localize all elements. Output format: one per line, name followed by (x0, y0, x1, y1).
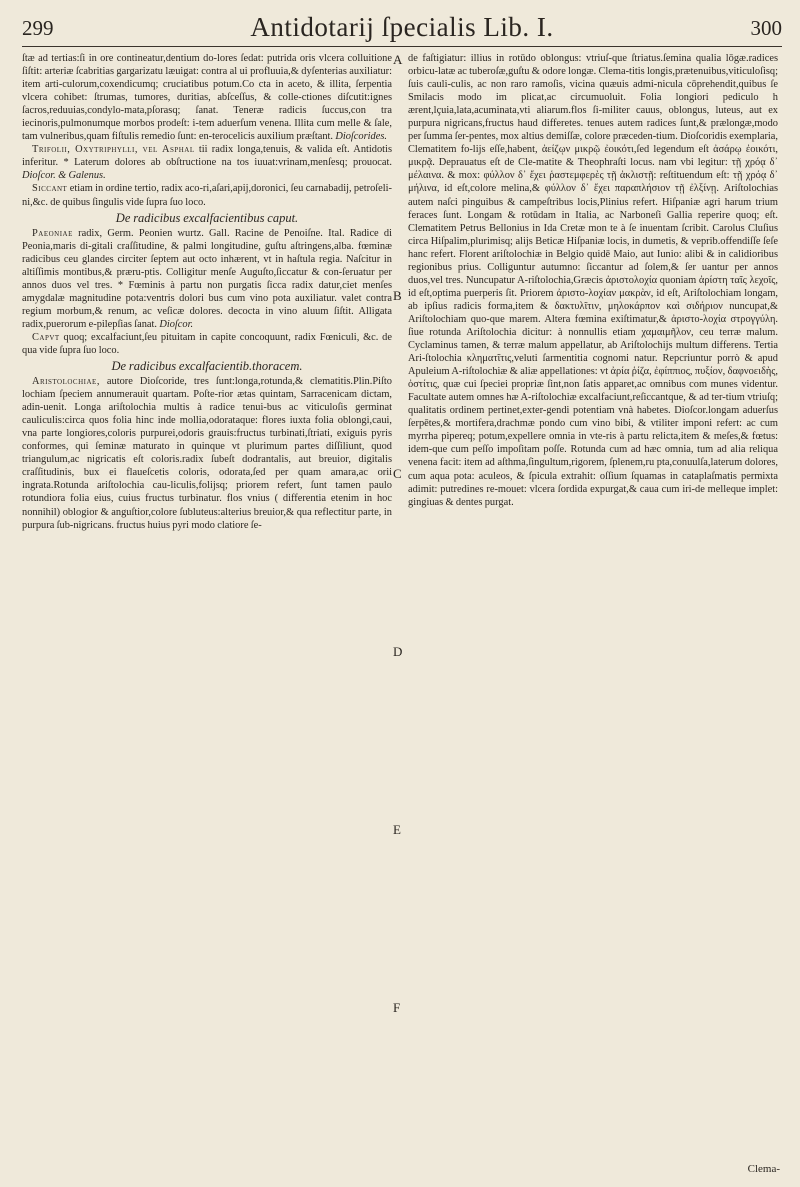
citation: Dioſcor. (159, 318, 194, 330)
lead-words: Siccant (32, 183, 68, 195)
running-title: Antidotarij ſpecialis Lib. I. (250, 12, 554, 42)
paragraph: Siccant etiam in ordine tertio, radix aco-ri,aſari,apij,doronici, ſeu carnabadij, petroſeli-ni,&c. de quibus ſingulis vide ſupra ſuo loco. (22, 183, 392, 208)
lead-words: Aristolochiae, (32, 376, 100, 388)
section-heading: De radicibus excalfacientib.thoracem. (111, 359, 303, 374)
lead-words: Paeoniae (32, 227, 73, 239)
margin-letter: C (393, 466, 402, 481)
citation: Dioſcor. & Galenus. (22, 170, 106, 182)
page-number-right: 300 (750, 16, 782, 40)
running-header (22, 12, 782, 46)
catchword: Clema- (747, 1163, 780, 1175)
paragraph: ſtæ ad tertias:ſi in ore contineatur,dentium do-lores ſedat: putrida oris vlcera colluitione ſiſtit: arteriæ ſcabritias gargarizatu læuigat: contra al ui profluuia,& dyſenterias auxiliatur: item arti-culorum,coxendicumq; cruciatibus potum.Co cta in aceto, & illita, ſerpentia vlcera cohibet: ſtrumas, tumores, duritias, abſceſſus, & colle-ctiones diſcutit:ignes ſacros,reduuias,condylo-mata,pſorasq; ſanat. Teneræ radicis ſuccus,con tra iecinoris,pulmonumque morbos prodeſt: i-tem aduerſum venena. Illita cum melle & ſale, tam vulneribus,quam fiſtulis remedio ſunt: en-terocelicis auxilium præſtant. Dioſcorides. (22, 53, 392, 143)
margin-letter: D (393, 644, 403, 659)
paragraph: de faſtigiatur: illius in rotūdo oblongus: vtriuſ-que ſtriatus.ſemina qualia lōgæ.radices orbicu-latæ ac tuberoſæ,guſtu & odore longæ. Clema-titis longis,prætenuibus,viticuloſisq; ſuis cauli-culis, ac non raro ramoſis, vicina quæuis admi-nicula cōprehendit,quibus ſe Smilacis modo im plicat,ac circumuoluit. Folia longiori pediculo h ærent,lçuia,lata,acuminata,vti aliarum.flos ſi-militer cauus, oblongus, luteus, aut ex purpura nigricans,fructus haud differetes. tenues autem radices ſunt,& prælongæ,modo per ſumma ſer-pentes, mox altius demiſſæ, colore præceden-tium. Dioſcoridis exemplaria, Clematitem fo-lijs eſſe,habent, ἀείζῳν μικρῷ ἐοικότι,ſed legendum eſt ἀσάρῳ ἐοικότι, μικρᾷ. Deprauatus eſt de Cle-matite & Theophraſti locus. nam vbi legitur: τῇ χρόᾳ δ᾽ μέλαινα. & mox: φύλλον δ᾽ ἔχει ῥαστεμφερὲς τῇ ἀκλιστῇ: reſtituendum eſt: τῇ χρόᾳ δ᾽ μήλινα, id eſt,colore melina,& φύλλον δ᾽ ἔχει παραπλήσιον τῇ ἐλξίνῃ. Ariſtolochias autem naſci pinguibus & campeſtribus locis,Plinius refert. Hiſpaniæ agri harum trium feraces ſunt. Longam & rotūdam in Italia, ac Narboneſi Gallia reperire quoq; eſt. Clematitem Petrus Bellonius in Ida Cretæ mon te à ſe inuentam ſcribit. Carolus Cluſius circa Hiſpalim,plurimisq; alijs Beticæ Hiſpaniæ locis, in dumetis, & veprib.offendiſſe ſeſe hanc refert. Florent ariſtolochiæ in Belgio quidē Maio, aut Iunio: alibi & in calidioribus regionibus prius. Colliguntur autumno: ſiccantur ad ſolem,& ſer uantur per annos duos,vel tres. Nuncupatur A-riſtolochia,Græcis ἀριστολοχία quoniam ἀρίστη ταῖς λεχοῖς, id eſt,optima puerperis ſit. Priorem ἀριστο-λοχίαν μακρὰν, id eſt, Ariſtolochiam longam, ab ipſius radicis forma,item & δακτυλῖτιν, μηλοκάρπον καὶ σιδήριον nuncupat,& Ariſtolochiam quo-que marem. Altera fœmina exiſtimatur,& ἀριστο-λοχία στρογγύλη. ſiue rotunda Ariſtolochia dicitur: à nonnullis etiam χαμαιμῆλον, ceu terræ malum. Cyclaminus tamen, & terræ malum appellatur, ab Ariſtolochijs multum differens. Tertia Ari-ſtolochia κληματῖτις,veluti ſarmentitia cognomi natur. Repcriuntur porrò & apud Apuleium A-riſtolochiæ & aliæ appellationes: vt ἀρία ῥίζα, ἐφίππιος, πυξίον, δαφνοειδὴς, ὀστίτις, quæ cui ſpeciei propriæ ſint,non ſatis apparet,ac omnibus com munes videntur. Facultate autem omnes hæ A-riſtolochiæ excalfaciunt,reſiccantque, & ad ter-tium vtriuſq; qualitatis ordinem pertinet,exter-gendi potentiam vnà habetes. Dioſcor.longam aduerſus ſerpētes,& mortifera,drachmæ pondo cum vino bibi, & vtiliter imponi refert: ac cum myrrha pipereq; potum,expellere omnia in vte-ris à partu relicta,item & meſes,& fœtus: idem-que cum peſſo impoſitam poſſe. Rotunda cum ad hæc omnia, tum ad alia reliqua venena facit: item ad aſthma,ſingultum,rigorem, ſplenem,ru pta,conuulſa,laterum dolores, cum aqua pota: aculeos, & ſpicula extrahit: oſſium ſquamas in cataplaſmatis permixta adimit: putredines re-mouet: vlcera ſordida expurgat,& caua cum iri-de melleque implet: gingiuas & dentes purgat. (408, 53, 778, 508)
paragraph: Trifolii, Oxytriphylli, vel Asphal tii radix longa,tenuis, & valida eſt. Antidotis inferitur. * Laterum dolores ab obſtructione na tos iuuat:vrinam,menſesq; prouocat. Dioſcor. & Galenus. (22, 144, 392, 182)
margin-letter: E (393, 822, 401, 837)
lead-words: Trifolii, Oxytriphylli, vel Asphal (32, 144, 195, 156)
margin-letter: F (393, 1000, 401, 1015)
paragraph: Aristolochiae, autore Dioſcoride, tres ſunt:longa,rotunda,& clematitis.Plin.Piſto lochiam ſpeciem annumerauit quartam. Poſte-rior ætas quintam, Sarracenicam dictam, adin-uenit. Longa ariſtolochia multis à radice tenui-bus ac viticuloſis germinat cauliculis:circa quos folia hinc inde mollia,odorataque: flores iuxta folia oblongi,caui, vna parte longiores,coloris purpurei,odoris grauis:fructus turbinati,ſtriati, exiguis pyris conformes, qui ſeminæ maturato in quinque vt plurimum partes diſſiliunt, quod triangulum,ac nigricatis eſt coloris.radix ſubeſt dodrantalis, aut breuior, digitalis craſſitudinis, bux ei flaueſcetis coloris, odorata,ſed per quam amara,ac orii ingrata.Rotunda ariſtolochia cau-liculis,folijsq; priorem refert, ſunt tamen paulo rotundiora folia eius, cuius fructus turbinatur. flos vnius ( differentia etenim in hoc nonnihil) oblogior & anguſtior,colore ſubluteus:alterius breuior,& qua reflectitur parte, in purpura ſub-nigricans. fructus huius pyri modo clatiore ſe- (22, 376, 392, 531)
section-heading: De radicibus excalfacientibus caput. (115, 210, 299, 225)
margin-letter: A (393, 52, 403, 67)
margin-letter: B (393, 288, 402, 303)
page-number-left: 299 (22, 16, 54, 40)
right-column (408, 52, 778, 509)
lead-words: Capvt (32, 331, 60, 343)
header-rule (22, 46, 782, 47)
left-column (22, 52, 392, 532)
paragraph: Capvt quoq; excalfaciunt,ſeu pituitam in capite concoquunt, radix Fœniculi, &c. de qua vide ſupra ſuo loco. (22, 331, 392, 356)
paragraph: Paeoniae radix, Germ. Peonien wurtz. Gall. Racine de Penoiſne. Ital. Radice di Peonia,maris di-gitali craſſitudine, & palmi longitudine, guſtu aſtringens,alba. fœminæ radicibus ceu glandes circiter ſeptem aut octo inhærent, vt in haſtula regia. Naſcitur in altiſſimis montibus,& præru-ptis. Colligitur menſe Auguſto,ſiccatur & con-ſeruatur per annos duos vel tres. * Fœminis à partu non purgatis ſicca radix datur,ciet menſes amygdalæ magnitudine pota:ventris dolori bus cum vino pota auxiliatur. valet contra regium morbum,& renum, ac veſicæ dolores. decocta in vino aluum ſiſtit. Alligata radix,puerorum e-pilepſias ſanat. Dioſcor. (22, 227, 392, 330)
citation: Dioſcorides. (335, 131, 387, 143)
